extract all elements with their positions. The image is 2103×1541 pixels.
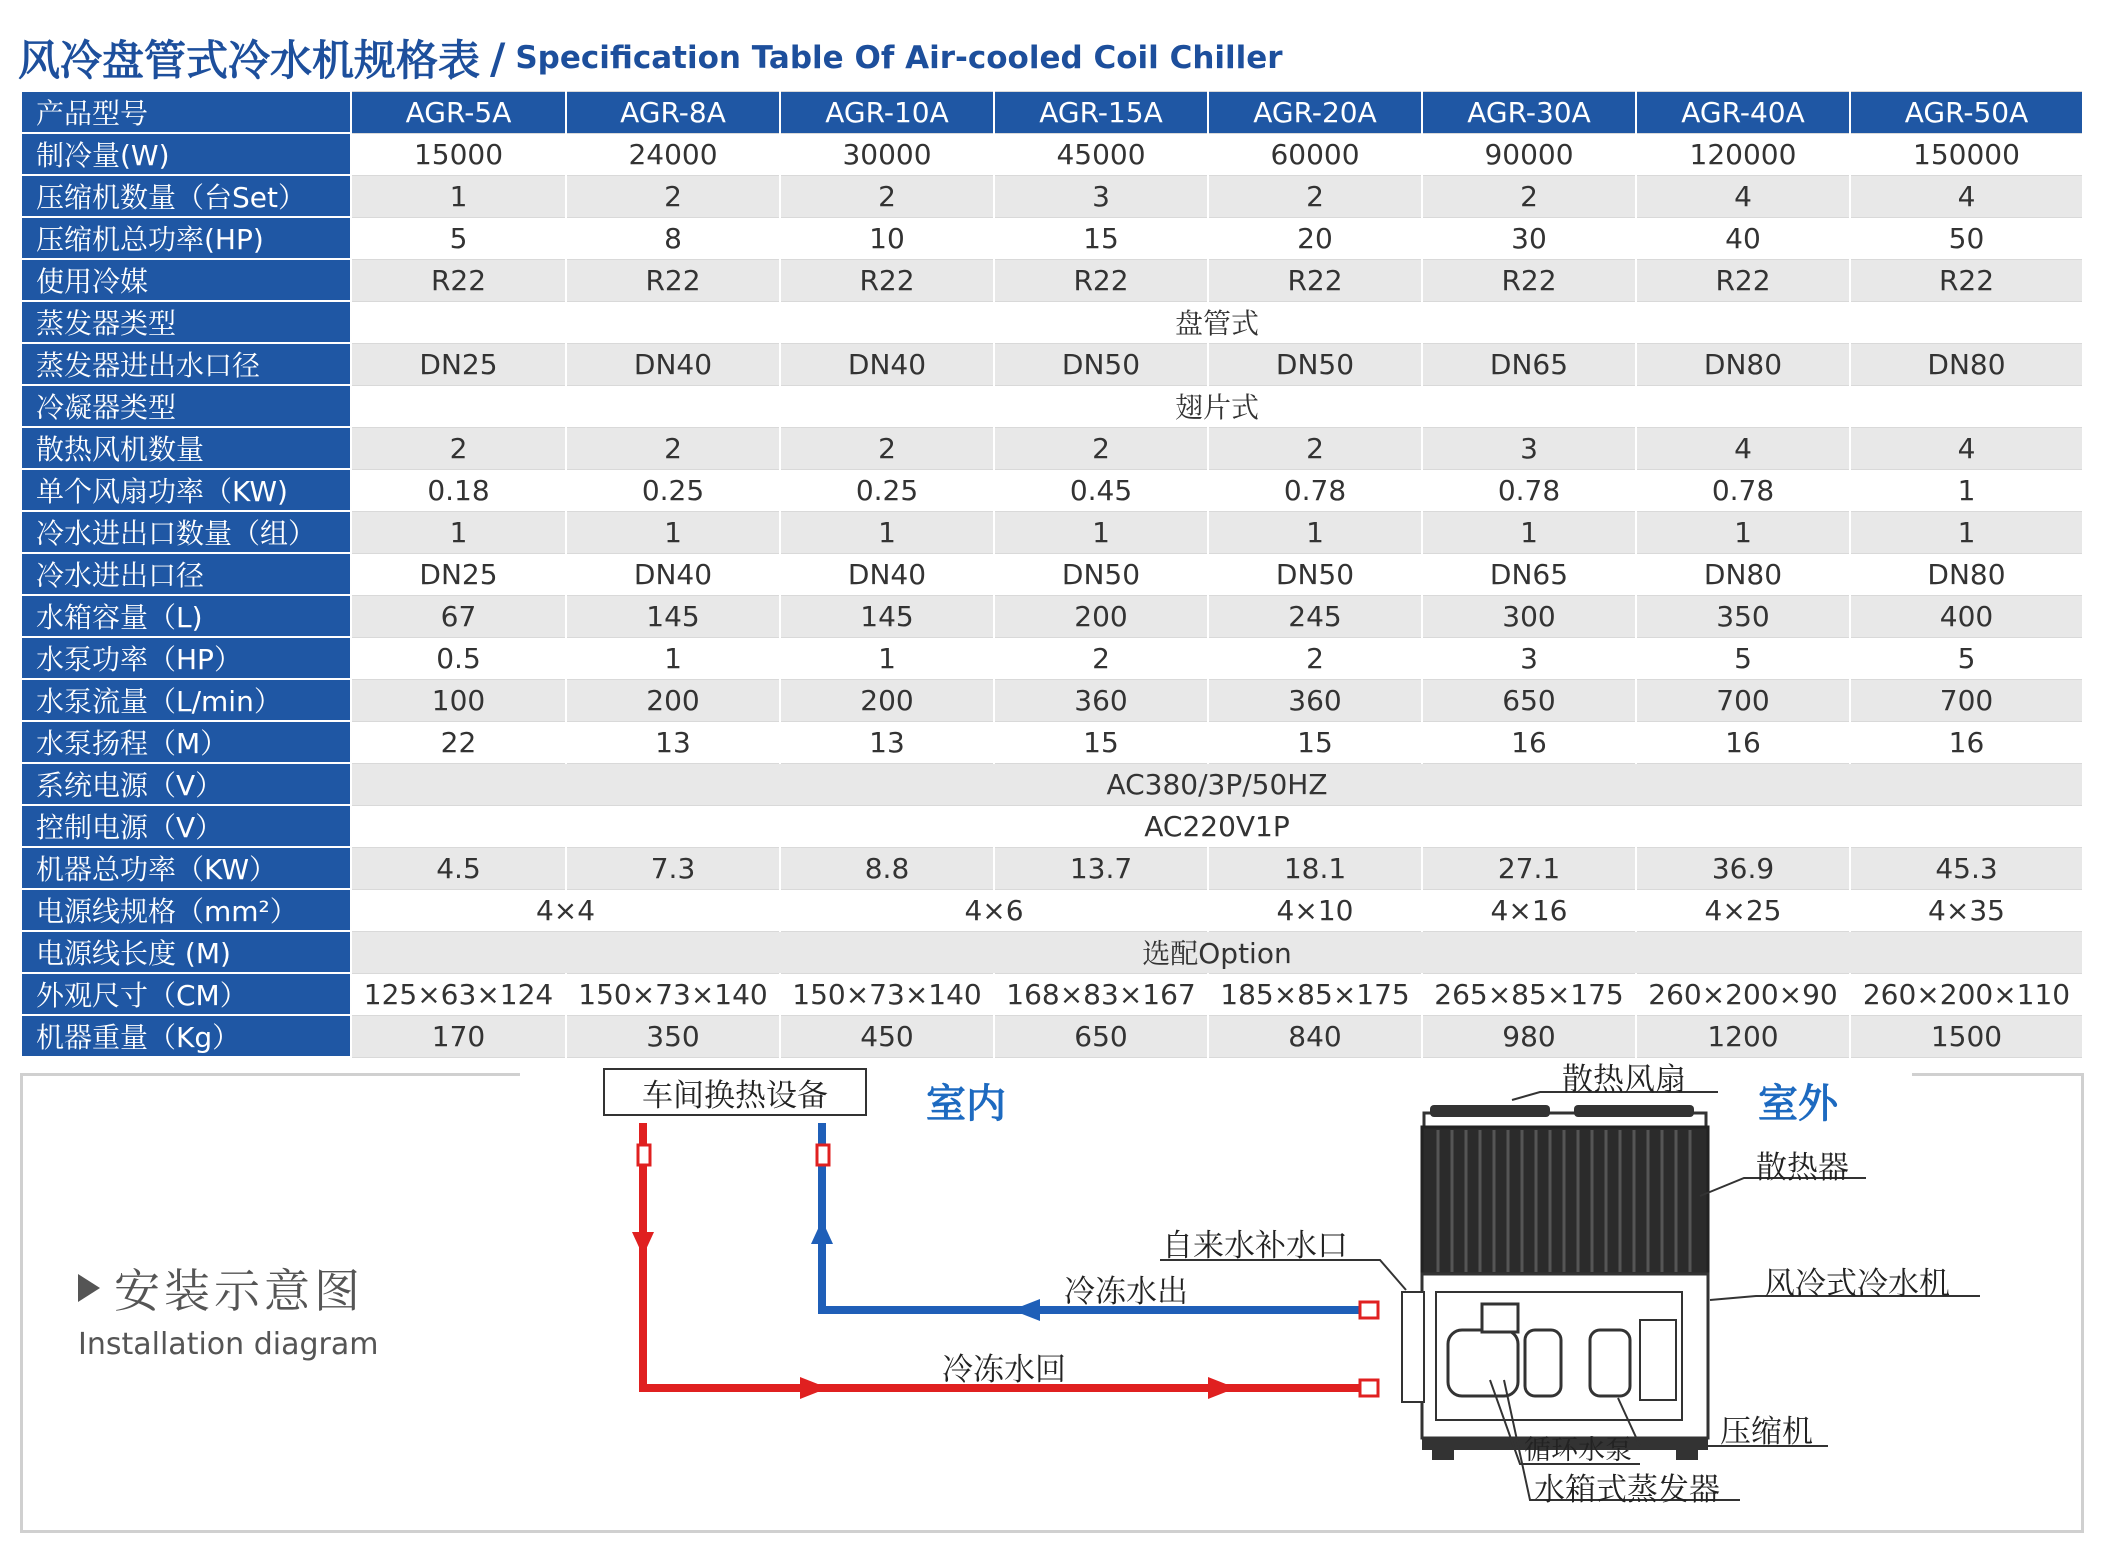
table-cell: R22 <box>566 259 780 301</box>
table-cell: 10 <box>780 217 994 259</box>
table-cell: 2 <box>566 175 780 217</box>
title-separator: / <box>490 33 506 83</box>
evaporator-label: 水箱式蒸发器 <box>1534 1472 1720 1508</box>
table-cell: 300 <box>1422 595 1636 637</box>
model-header: AGR-10A <box>780 91 994 133</box>
model-header: AGR-5A <box>351 91 566 133</box>
table-cell: DN40 <box>566 343 780 385</box>
table-cell: 245 <box>1208 595 1422 637</box>
table-cell: 3 <box>1422 637 1636 679</box>
table-cell: 2 <box>566 427 780 469</box>
red-cap-unit <box>1360 1380 1378 1396</box>
table-cell: 1 <box>351 175 566 217</box>
table-cell: DN80 <box>1850 553 2083 595</box>
title-en: Specification Table Of Air-cooled Coil Chiller <box>515 40 1283 76</box>
chilled-out-label: 冷冻水出 <box>1064 1274 1188 1310</box>
table-cell: 200 <box>566 679 780 721</box>
table-cell: 2 <box>780 427 994 469</box>
table-cell: 0.5 <box>351 637 566 679</box>
table-cell: DN50 <box>994 343 1208 385</box>
table-cell: DN80 <box>1636 553 1850 595</box>
table-cell: 0.78 <box>1636 469 1850 511</box>
table-cell: 1 <box>780 511 994 553</box>
table-cell: 4 <box>1850 427 2083 469</box>
table-cell: 1 <box>1850 511 2083 553</box>
table-cell: 30000 <box>780 133 994 175</box>
table-cell: 650 <box>1422 679 1636 721</box>
model-header: AGR-50A <box>1850 91 2083 133</box>
table-cell: 145 <box>780 595 994 637</box>
table-cell: 700 <box>1636 679 1850 721</box>
table-cell: R22 <box>1208 259 1422 301</box>
table-cell: DN65 <box>1422 343 1636 385</box>
indoor-label: 室内 <box>926 1081 1006 1127</box>
table-cell: 840 <box>1208 1015 1422 1057</box>
table-cell: 700 <box>1850 679 2083 721</box>
table-cell: 15000 <box>351 133 566 175</box>
row-label: 水箱容量（L) <box>21 595 351 637</box>
table-cell: 15 <box>994 217 1208 259</box>
row-label: 使用冷媒 <box>21 259 351 301</box>
supply-arrow-left <box>1012 1299 1040 1321</box>
table-cell: 36.9 <box>1636 847 1850 889</box>
row-label: 机器重量（Kg） <box>21 1015 351 1057</box>
row-label: 电源线规格（mm²） <box>21 889 351 931</box>
table-cell: DN25 <box>351 553 566 595</box>
table-cell: 0.78 <box>1208 469 1422 511</box>
table-cell: 5 <box>1850 637 2083 679</box>
row-label: 压缩机总功率(HP) <box>21 217 351 259</box>
chiller-label: 风冷式冷水机 <box>1764 1266 1950 1302</box>
table-cell: 67 <box>351 595 566 637</box>
model-header: AGR-40A <box>1636 91 1850 133</box>
table-cell: 4 <box>1636 175 1850 217</box>
table-cell: DN50 <box>1208 553 1422 595</box>
table-cell: 150000 <box>1850 133 2083 175</box>
model-header: AGR-30A <box>1422 91 1636 133</box>
table-cell: 168×83×167 <box>994 973 1208 1015</box>
table-cell: 8.8 <box>780 847 994 889</box>
table-cell: 16 <box>1422 721 1636 763</box>
table-cell: 1 <box>1208 511 1422 553</box>
table-cell: 265×85×175 <box>1422 973 1636 1015</box>
table-cell: 2 <box>780 175 994 217</box>
table-cell: AC380/3P/50HZ <box>351 763 2083 805</box>
table-cell: 980 <box>1422 1015 1636 1057</box>
table-cell: 120000 <box>1636 133 1850 175</box>
row-label: 系统电源（V） <box>21 763 351 805</box>
table-cell: 盘管式 <box>351 301 2083 343</box>
table-cell: 145 <box>566 595 780 637</box>
workshop-equipment-label: 车间换热设备 <box>603 1068 867 1116</box>
table-cell: 18.1 <box>1208 847 1422 889</box>
table-cell: 4×6 <box>780 889 1208 931</box>
table-cell: 15 <box>1208 721 1422 763</box>
row-label: 单个风扇功率（KW) <box>21 469 351 511</box>
row-label: 蒸发器类型 <box>21 301 351 343</box>
red-cap-top <box>638 1145 650 1165</box>
outdoor-label: 室外 <box>1758 1081 1838 1127</box>
table-cell: 1 <box>566 511 780 553</box>
table-cell: DN80 <box>1636 343 1850 385</box>
table-cell: 4 <box>1850 175 2083 217</box>
table-cell: 1 <box>1850 469 2083 511</box>
table-cell: 200 <box>780 679 994 721</box>
table-cell: 1500 <box>1850 1015 2083 1057</box>
model-header: AGR-8A <box>566 91 780 133</box>
table-cell: 1 <box>1636 511 1850 553</box>
table-cell: 2 <box>994 427 1208 469</box>
table-cell: 4×25 <box>1636 889 1850 931</box>
table-cell: 45.3 <box>1850 847 2083 889</box>
row-label: 散热风机数量 <box>21 427 351 469</box>
table-cell: 1 <box>566 637 780 679</box>
row-label: 水泵流量（L/min） <box>21 679 351 721</box>
table-cell: 450 <box>780 1015 994 1057</box>
table-cell: 1 <box>351 511 566 553</box>
table-cell: 2 <box>1422 175 1636 217</box>
table-cell: 8 <box>566 217 780 259</box>
table-cell: 7.3 <box>566 847 780 889</box>
table-cell: 350 <box>566 1015 780 1057</box>
table-cell: 5 <box>1636 637 1850 679</box>
chiller-unit <box>1402 1105 1708 1460</box>
table-cell: 1 <box>1422 511 1636 553</box>
table-cell: 15 <box>994 721 1208 763</box>
table-cell: 2 <box>1208 637 1422 679</box>
table-cell: 翅片式 <box>351 385 2083 427</box>
table-cell: DN40 <box>566 553 780 595</box>
row-label: 控制电源（V） <box>21 805 351 847</box>
table-cell: 1200 <box>1636 1015 1850 1057</box>
table-cell: 16 <box>1850 721 2083 763</box>
table-cell: 0.18 <box>351 469 566 511</box>
table-cell: DN80 <box>1850 343 2083 385</box>
table-cell: 650 <box>994 1015 1208 1057</box>
install-title-cn: 安装示意图 <box>114 1264 364 1318</box>
pump-label: 循环水泵 <box>1524 1435 1632 1466</box>
table-cell: 2 <box>351 427 566 469</box>
table-cell: 40 <box>1636 217 1850 259</box>
table-cell: 125×63×124 <box>351 973 566 1015</box>
return-arrow-down <box>632 1232 654 1256</box>
row-label: 制冷量(W) <box>21 133 351 175</box>
return-arrow-right-2 <box>1208 1377 1236 1399</box>
table-cell: 16 <box>1636 721 1850 763</box>
model-header: AGR-15A <box>994 91 1208 133</box>
table-cell: 185×85×175 <box>1208 973 1422 1015</box>
table-cell: 0.25 <box>566 469 780 511</box>
table-cell: 90000 <box>1422 133 1636 175</box>
header-label: 产品型号 <box>21 91 351 133</box>
row-label: 水泵扬程（M） <box>21 721 351 763</box>
table-cell: 150×73×140 <box>780 973 994 1015</box>
row-label: 外观尺寸（CM） <box>21 973 351 1015</box>
table-cell: 400 <box>1850 595 2083 637</box>
table-cell: 170 <box>351 1015 566 1057</box>
row-label: 压缩机数量（台Set） <box>21 175 351 217</box>
row-label: 电源线长度 (M) <box>21 931 351 973</box>
table-cell: DN40 <box>780 553 994 595</box>
tap-inlet-label: 自来水补水口 <box>1162 1228 1348 1264</box>
table-cell: 13 <box>566 721 780 763</box>
table-cell: 1 <box>780 637 994 679</box>
table-cell: R22 <box>780 259 994 301</box>
row-label: 蒸发器进出水口径 <box>21 343 351 385</box>
table-cell: 2 <box>1208 175 1422 217</box>
table-cell: DN65 <box>1422 553 1636 595</box>
blue-cap-unit <box>1360 1302 1378 1318</box>
table-cell: 150×73×140 <box>566 973 780 1015</box>
table-cell: 0.25 <box>780 469 994 511</box>
table-cell: 45000 <box>994 133 1208 175</box>
table-cell: AC220V1P <box>351 805 2083 847</box>
fan-label: 散热风扇 <box>1562 1062 1686 1098</box>
table-cell: 4×16 <box>1422 889 1636 931</box>
table-cell: 2 <box>1208 427 1422 469</box>
install-title-en: Installation diagram <box>78 1327 379 1362</box>
table-cell: 50 <box>1850 217 2083 259</box>
return-arrow-right-1 <box>800 1377 828 1399</box>
table-cell: DN50 <box>1208 343 1422 385</box>
row-label: 冷水进出口数量（组） <box>21 511 351 553</box>
row-label: 水泵功率（HP） <box>21 637 351 679</box>
title-cn: 风冷盘管式冷水机规格表 <box>18 36 481 85</box>
table-cell: 13 <box>780 721 994 763</box>
table-cell: R22 <box>1636 259 1850 301</box>
table-cell: 260×200×90 <box>1636 973 1850 1015</box>
table-cell: 100 <box>351 679 566 721</box>
table-cell: 200 <box>994 595 1208 637</box>
table-cell: 2 <box>994 637 1208 679</box>
table-cell: 260×200×110 <box>1850 973 2083 1015</box>
table-cell: 4×4 <box>351 889 780 931</box>
table-cell: 13.7 <box>994 847 1208 889</box>
table-cell: R22 <box>351 259 566 301</box>
table-cell: 30 <box>1422 217 1636 259</box>
compressor-label: 压缩机 <box>1720 1414 1813 1450</box>
supply-arrow-up <box>811 1220 833 1244</box>
table-cell: 360 <box>1208 679 1422 721</box>
table-cell: 0.78 <box>1422 469 1636 511</box>
table-cell: 27.1 <box>1422 847 1636 889</box>
table-cell: 20 <box>1208 217 1422 259</box>
chilled-return-label: 冷冻水回 <box>942 1352 1066 1388</box>
table-cell: DN40 <box>780 343 994 385</box>
table-cell: R22 <box>1422 259 1636 301</box>
model-header: AGR-20A <box>1208 91 1422 133</box>
table-cell: 3 <box>994 175 1208 217</box>
table-cell: 0.45 <box>994 469 1208 511</box>
table-cell: 60000 <box>1208 133 1422 175</box>
table-cell: 4×10 <box>1208 889 1422 931</box>
table-cell: R22 <box>1850 259 2083 301</box>
radiator-label: 散热器 <box>1756 1150 1849 1186</box>
table-cell: 5 <box>351 217 566 259</box>
row-label: 冷水进出口径 <box>21 553 351 595</box>
row-label: 机器总功率（KW） <box>21 847 351 889</box>
table-cell: 22 <box>351 721 566 763</box>
table-cell: R22 <box>994 259 1208 301</box>
table-cell: 24000 <box>566 133 780 175</box>
table-cell: 1 <box>994 511 1208 553</box>
table-cell: 360 <box>994 679 1208 721</box>
blue-cap-top <box>817 1145 829 1165</box>
table-cell: 350 <box>1636 595 1850 637</box>
table-cell: DN25 <box>351 343 566 385</box>
table-cell: 4 <box>1636 427 1850 469</box>
table-cell: 选配Option <box>351 931 2083 973</box>
table-cell: 4×35 <box>1850 889 2083 931</box>
row-label: 冷凝器类型 <box>21 385 351 427</box>
table-cell: 4.5 <box>351 847 566 889</box>
table-cell: 3 <box>1422 427 1636 469</box>
table-cell: DN50 <box>994 553 1208 595</box>
